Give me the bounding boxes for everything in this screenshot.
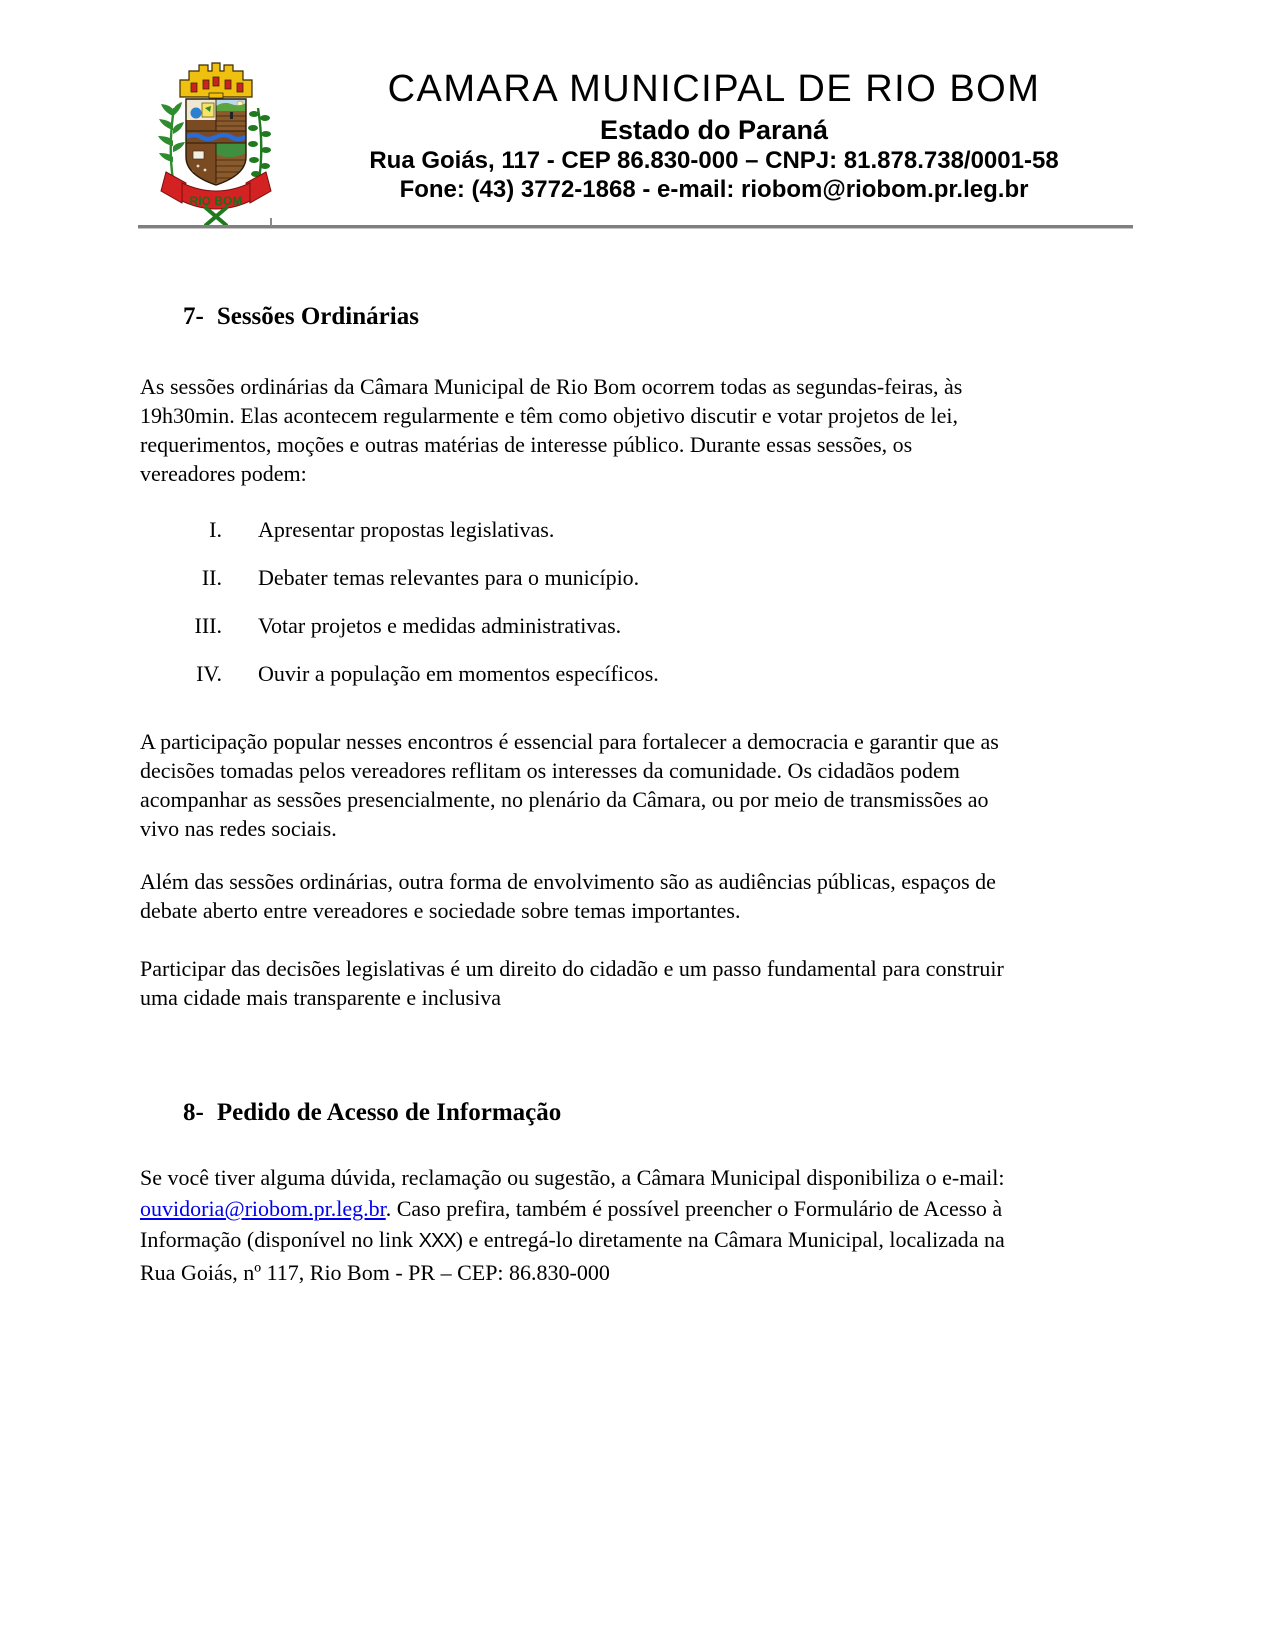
paragraph-line: acompanhar as sessões presencialmente, no plenário da Câmara, ou por meio de transmissões ao	[140, 787, 989, 812]
paragraph-line: vereadores podem:	[140, 461, 307, 486]
paragraph-text: Rua Goiás, nº 117, Rio Bom - PR – CEP: 86.830-000	[140, 1260, 610, 1285]
paragraph-line: A participação popular nesses encontros é essencial para fortalecer a democracia e garantir que as	[140, 729, 999, 754]
org-address: Rua Goiás, 117 - CEP 86.830-000 – CNPJ: 81.878.738/0001-58	[369, 147, 1059, 174]
paragraph-text: Informação (disponível no link	[140, 1227, 419, 1252]
list-item-text: Votar projetos e medidas administrativas.	[258, 613, 622, 638]
list-item-text: Debater temas relevantes para o município.	[258, 565, 640, 590]
paragraph-text: ) e entregá-lo diretamente na Câmara Municipal, localizada na	[455, 1227, 1005, 1252]
session-activities-list	[140, 515, 1145, 707]
list-item-numeral: IV.	[196, 661, 222, 686]
participation-paragraph	[140, 727, 1145, 843]
section8-title: Pedido de Acesso de Informação	[216, 1099, 562, 1126]
paragraph-line: decisões tomadas pelos vereadores reflitam os interesses da comunidade. Os cidadãos podem	[140, 758, 960, 783]
citizen-right-paragraph	[140, 954, 1145, 1012]
paragraph-line	[140, 1193, 1145, 1224]
link-placeholder-text: XXX	[418, 1230, 456, 1252]
org-state: Estado do Paraná	[599, 115, 829, 145]
section7-heading	[183, 300, 419, 334]
municipal-coat-of-arms-icon	[146, 56, 286, 228]
paragraph-line: requerimentos, moções e outras matérias de interesse público. Durante essas sessões, os	[140, 432, 913, 457]
list-item-numeral: III.	[194, 613, 222, 638]
paragraph-text: . Caso prefira, também é possível preencher o Formulário de Acesso à	[385, 1196, 1003, 1221]
list-item-text: Ouvir a população em momentos específicos.	[258, 661, 659, 686]
paragraph-line	[140, 1257, 1145, 1288]
list-item	[140, 659, 1145, 688]
public-hearings-paragraph	[140, 867, 1145, 925]
org-name: CAMARA MUNICIPAL DE RIO BOM	[387, 68, 1041, 110]
paragraph-line: vivo nas redes sociais.	[140, 816, 337, 841]
ouvidoria-email-link[interactable]: ouvidoria@riobom.pr.leg.br	[140, 1196, 386, 1221]
org-contact: Fone: (43) 3772-1868 - e-mail: riobom@riobom.pr.leg.br	[399, 176, 1029, 203]
list-item-numeral: I.	[209, 517, 222, 542]
section7-intro-paragraph	[140, 372, 1145, 488]
information-access-paragraph	[140, 1162, 1145, 1288]
list-item-text: Apresentar propostas legislativas.	[258, 517, 555, 542]
section8-number: 8-	[183, 1099, 204, 1126]
section8-heading	[183, 1096, 561, 1130]
letterhead	[286, 66, 1142, 204]
logo-ribbon-text: RIO BOM	[189, 194, 243, 208]
paragraph-line: 19h30min. Elas acontecem regularmente e têm como objetivo discutir e votar projetos de lei,	[140, 403, 959, 428]
header-rule	[138, 225, 1133, 229]
paragraph-line: uma cidade mais transparente e inclusiva	[140, 985, 502, 1010]
paragraph-line: debate aberto entre vereadores e sociedade sobre temas importantes.	[140, 898, 741, 923]
section7-number: 7-	[183, 303, 204, 330]
list-item-numeral: II.	[201, 565, 222, 590]
rule-tick	[270, 218, 272, 226]
paragraph-text: Se você tiver alguma dúvida, reclamação ou sugestão, a Câmara Municipal disponibiliza o e-mail:	[140, 1165, 1005, 1190]
list-item	[140, 515, 1145, 544]
paragraph-line	[140, 1224, 1145, 1257]
paragraph-line	[140, 1162, 1145, 1193]
paragraph-line: Além das sessões ordinárias, outra forma de envolvimento são as audiências públicas, espaços de	[140, 869, 996, 894]
list-item	[140, 611, 1145, 640]
list-item	[140, 563, 1145, 592]
section7-title: Sessões Ordinárias	[216, 303, 419, 330]
paragraph-line: As sessões ordinárias da Câmara Municipal de Rio Bom ocorrem todas as segundas-feiras, às	[140, 374, 963, 399]
paragraph-line: Participar das decisões legislativas é um direito do cidadão e um passo fundamental para construir	[140, 956, 1004, 981]
